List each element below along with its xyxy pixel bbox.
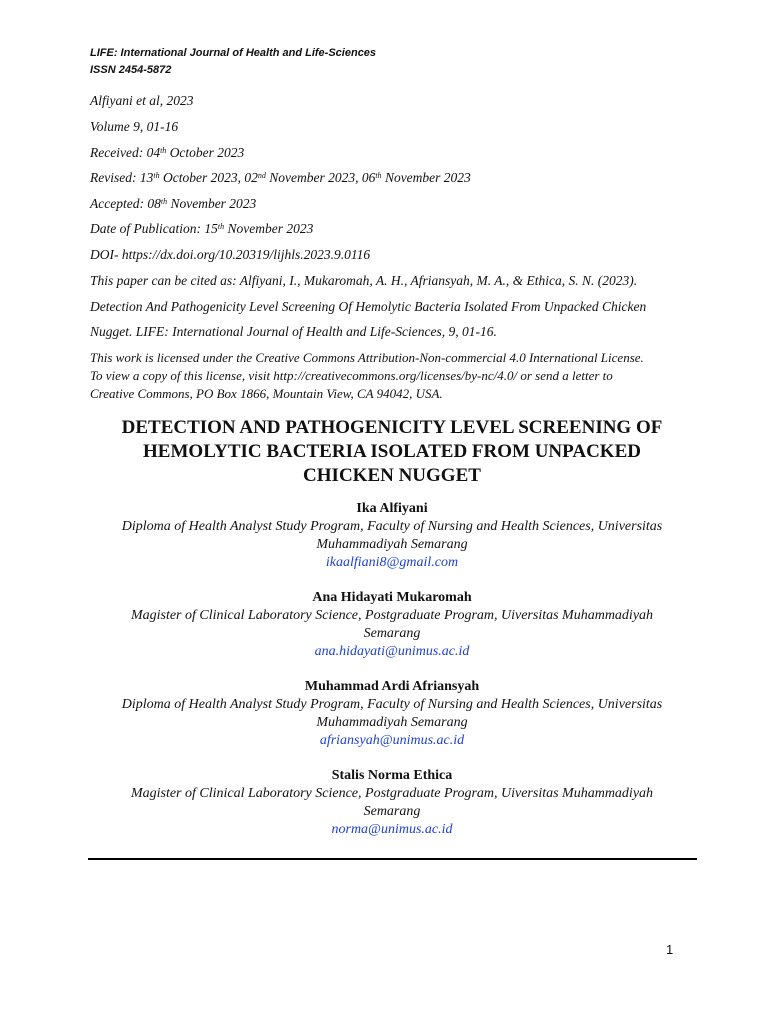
page-number: 1 xyxy=(666,942,674,957)
license-notice xyxy=(90,349,700,403)
author-name: Stalis Norma Ethica xyxy=(331,768,453,783)
journal-name: LIFE: International Journal of Health and Life-Sciences xyxy=(90,47,377,59)
author-affiliation: Diploma of Health Analyst Study Program, Faculty of Nursing and Health Sciences, Universitas Muhammadiyah Semarang xyxy=(121,697,663,730)
license-line-1: This work is licensed under the Creative Commons Attribution-Non-commercial 4.0 International License. xyxy=(90,350,644,365)
accepted-date: Accepted: 08th November 2023 xyxy=(90,196,257,211)
revised-dates: Revised: 13th October 2023, 02nd November 2023, 06th November 2023 xyxy=(90,170,471,185)
volume-info: Volume 9, 01-16 xyxy=(90,119,179,134)
journal-issn: ISSN 2454-5872 xyxy=(90,64,172,76)
author-email-link[interactable]: ana.hidayati@unimus.ac.id xyxy=(314,644,470,659)
title-line-3: CHICKEN NUGGET xyxy=(303,465,481,486)
author-affiliation: Diploma of Health Analyst Study Program, Faculty of Nursing and Health Sciences, Universitas Muhammadiyah Semarang xyxy=(121,519,663,552)
author-block xyxy=(60,677,724,750)
author-block xyxy=(60,588,724,661)
title-line-2: HEMOLYTIC BACTERIA ISOLATED FROM UNPACKED xyxy=(143,441,641,462)
author-block xyxy=(60,499,724,572)
author-email-link[interactable]: norma@unimus.ac.id xyxy=(331,822,453,837)
citation-line-3: Nugget. LIFE: International Journal of Health and Life-Sciences, 9, 01-16. xyxy=(90,324,497,339)
citation-line-2: Detection And Pathogenicity Level Screening Of Hemolytic Bacteria Isolated From Unpacked Chicken xyxy=(90,299,647,314)
paper-title xyxy=(60,416,724,488)
author-email-link[interactable]: afriansyah@unimus.ac.id xyxy=(319,733,465,748)
author-email-link[interactable]: ikaalfiani8@gmail.com xyxy=(325,555,459,570)
author-name: Muhammad Ardi Afriansyah xyxy=(304,679,480,694)
publication-date: Date of Publication: 15th November 2023 xyxy=(90,221,314,236)
citation-line-1: This paper can be cited as: Alfiyani, I., Mukaromah, A. H., Afriansyah, M. A., & Ethica, S. N. (2023). xyxy=(90,273,638,288)
license-line-2: To view a copy of this license, visit http://creativecommons.org/licenses/by-nc/4.0/ or send a letter to xyxy=(90,368,613,383)
citation-short: Alfiyani et al, 2023 xyxy=(90,93,194,108)
received-date: Received: 04th October 2023 xyxy=(90,145,245,160)
doi-link[interactable]: DOI- https://dx.doi.org/10.20319/lijhls.2023.9.0116 xyxy=(90,247,371,262)
author-name: Ika Alfiyani xyxy=(356,501,428,516)
author-block xyxy=(60,766,724,839)
section-divider xyxy=(88,858,697,860)
title-line-1: DETECTION AND PATHOGENICITY LEVEL SCREENING OF xyxy=(121,417,663,438)
license-line-3: Creative Commons, PO Box 1866, Mountain View, CA 94042, USA. xyxy=(90,386,443,401)
author-name: Ana Hidayati Mukaromah xyxy=(312,590,472,605)
journal-header xyxy=(90,45,376,79)
author-affiliation: Magister of Clinical Laboratory Science, Postgraduate Program, Uiversitas Muhammadiyah Semarang xyxy=(130,608,654,641)
author-affiliation: Magister of Clinical Laboratory Science, Postgraduate Program, Uiversitas Muhammadiyah Semarang xyxy=(130,786,654,819)
